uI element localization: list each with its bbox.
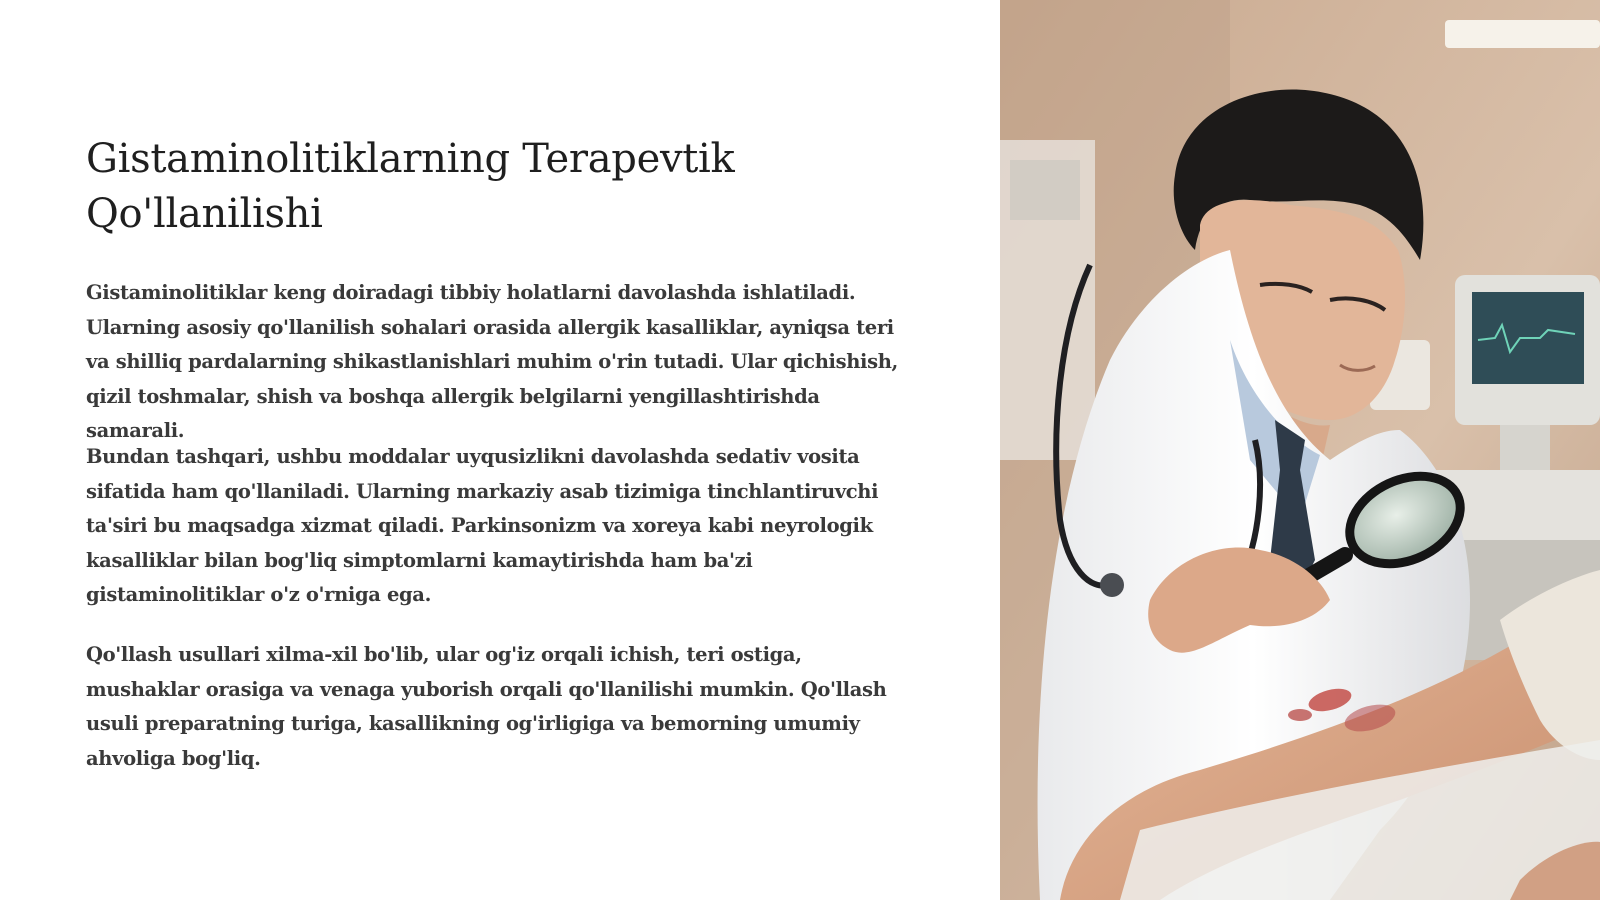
paragraph-allergic-uses: Gistaminolitiklar keng doiradagi tibbiy holatlarni davolashda ishlatiladi. Ularning asosiy qo'llanilish sohalari orasida allergik kasalliklar, ayniqsa teri va shilliq pardalarning shikastlanishlari muhim o'rin tutadi. Ular qichishish, qizil toshmalar, shish va boshqa allergik belgilarni yengillashtirishda samarali. — [86, 281, 898, 442]
paragraph-sedative-uses: Bundan tashqari, ushbu moddalar uyqusizlikni davolashda sedativ vosita sifatida ham qo'llaniladi. Ularning markaziy asab tizimiga tinchlantiruvchi ta'siri bu maqsadga xizmat qiladi. Parkinsonizm va xoreya kabi neyrologik kasalliklar bilan bog'liq simptomlarni kamaytirishda ham ba'zi gistaminolitiklar o'z o'rniga ega. — [86, 445, 879, 606]
paragraph-administration-routes: Qo'llash usullari xilma-xil bo'lib, ular og'iz orqali ichish, teri ostiga, mushaklar orasiga va venaga yuborish orqali qo'llanilishi mumkin. Qo'llash usuli preparatning turiga, kasallikning og'irligiga va bemorning umumiy ahvoliga bog'liq. — [86, 643, 887, 770]
doctor-examining-skin-image — [1000, 0, 1600, 900]
slide-title: Gistaminolitiklarning Terapevtik Qo'llanilishi — [86, 136, 735, 237]
